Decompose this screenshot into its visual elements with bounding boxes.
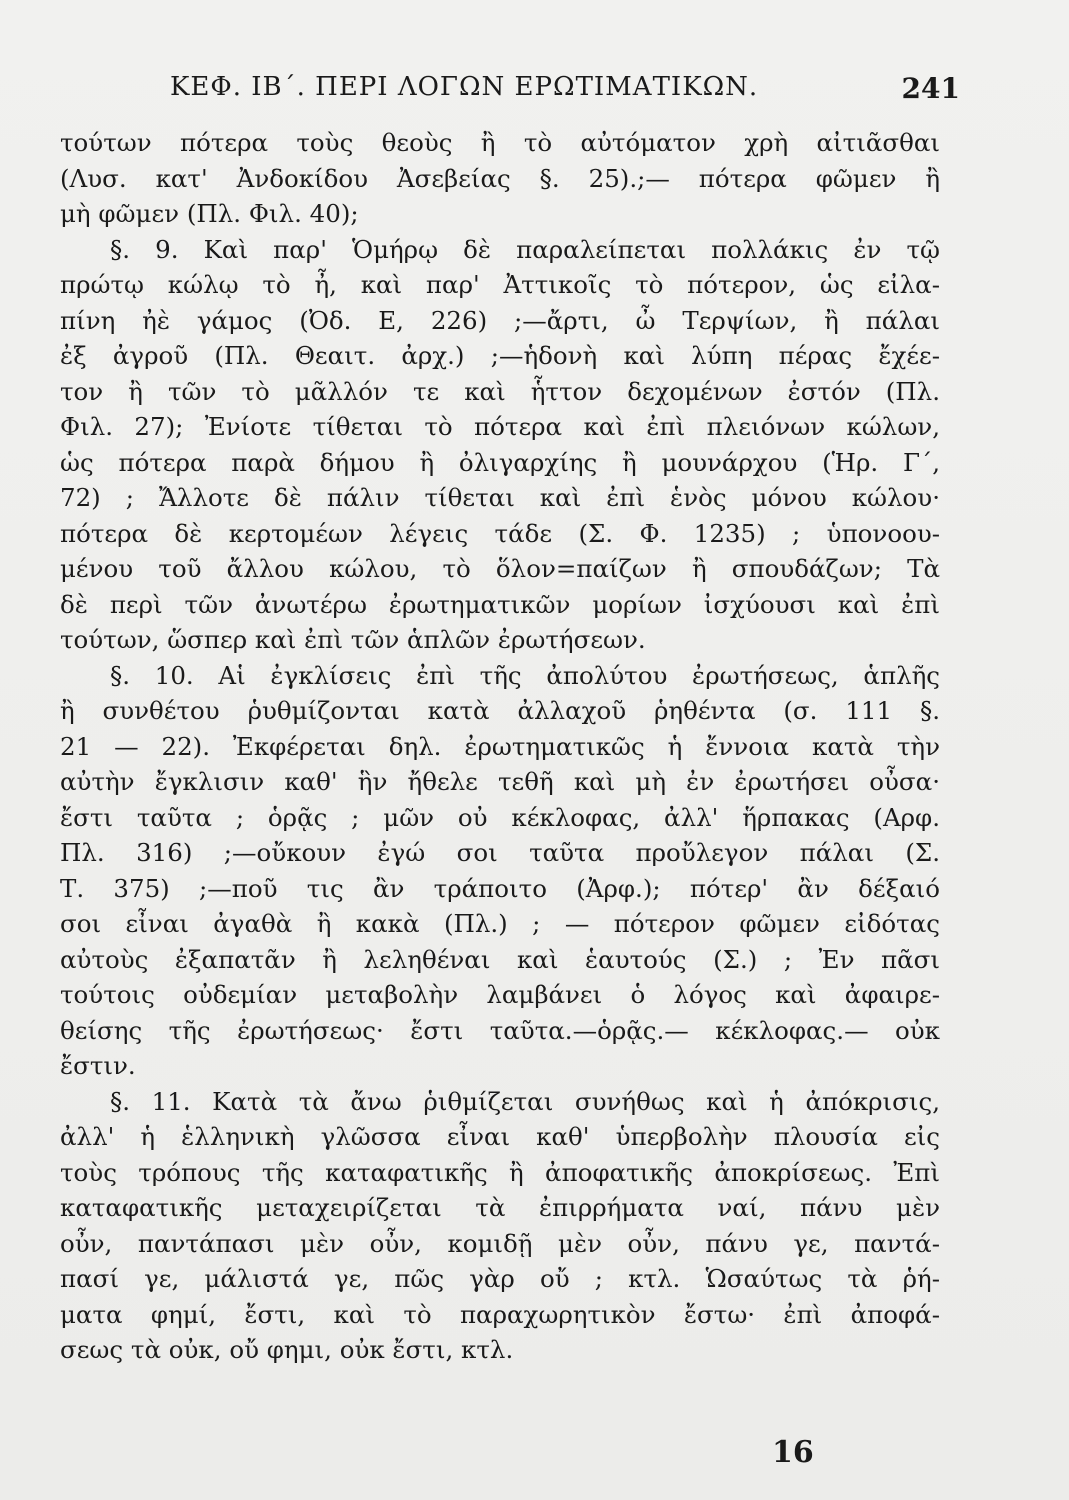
text-line: τούτων, ὥσπερ καὶ ἐπὶ τῶν ἁπλῶν ἐρωτήσεων. xyxy=(60,625,646,654)
text-line: τούτων πότερα τοὺς θεοὺς ἢ τὸ αὐτόματον χρὴ αἰτιᾶσθαι xyxy=(60,128,940,157)
text-line: ἔστι ταῦτα ; ὁρᾷς ; μῶν οὐ κέκλοφας, ἀλλ' ἥρπακας (Αρφ. xyxy=(60,802,940,832)
text-line: οὖν, παντάπασι μὲν οὖν, κομιδῇ μὲν οὖν, πάνυ γε, παντά- xyxy=(60,1228,940,1258)
section-9-line: §. 9. Καὶ παρ' Ὁμήρῳ δὲ παραλείπεται πολλάκις ἐν τῷ xyxy=(110,234,940,264)
text-line: ἔστιν. xyxy=(60,1051,136,1080)
chapter-title: ΚΕΦ. ΙΒ΄. ΠΕΡΙ ΛΟΓΩΝ ΕΡΩΤΙΜΑΤΙΚΩΝ. xyxy=(170,72,759,102)
text-line: 21 — 22). Ἐκφέρεται δηλ. ἐρωτηματικῶς ἡ ἔννοια κατὰ τὴν xyxy=(60,731,940,761)
section-10-line: §. 10. Αἱ ἐγκλίσεις ἐπὶ τῆς ἀπολύτου ἐρωτήσεως, ἁπλῆς xyxy=(110,660,940,690)
text-line: αὐτὴν ἔγκλισιν καθ' ἣν ἤθελε τεθῆ καὶ μὴ ἐν ἐρωτήσει οὖσα· xyxy=(60,767,940,796)
text-line: Τ. 375) ;—ποῦ τις ἂν τράποιτο (Ἀρφ.); πότερ' ἂν δέξαιό xyxy=(60,873,940,903)
text-line: σεως τὰ οὐκ, οὔ φημι, οὐκ ἔστι, κτλ. xyxy=(60,1335,514,1364)
text-line: ἢ συνθέτου ῥυθμίζονται κατὰ ἀλλαχοῦ ῥηθέντα (σ. 111 §. xyxy=(60,696,940,725)
text-line: δὲ περὶ τῶν ἀνωτέρω ἐρωτηματικῶν μορίων ἰσχύουσι καὶ ἐπὶ xyxy=(60,589,940,619)
section-11-line: §. 11. Κατὰ τὰ ἄνω ῥιθμίζεται συνήθως καὶ ἡ ἀπόκρισις, xyxy=(110,1086,940,1116)
text-line: τοὺς τρόπους τῆς καταφατικῆς ἢ ἀποφατικῆς ἀποκρίσεως. Ἐπὶ xyxy=(60,1157,940,1187)
text-line: πασί γε, μάλιστά γε, πῶς γὰρ οὔ ; κτλ. Ὡσαύτως τὰ ῥή- xyxy=(60,1264,940,1293)
text-line: καταφατικῆς μεταχειρίζεται τὰ ἐπιρρήματα ναί, πάνυ μὲν xyxy=(60,1193,940,1222)
text-line: (Λυσ. κατ' Ἀνδοκίδου Ἀσεβείας §. 25).;— πότερα φῶμεν ἢ xyxy=(60,163,940,193)
text-line: ἐξ ἀγροῦ (Πλ. Θεαιτ. ἀρχ.) ;—ἡδονὴ καὶ λύπη πέρας ἔχέε- xyxy=(60,341,940,370)
text-line: αὐτοὺς ἐξαπατᾶν ἢ λεληθέναι καὶ ἑαυτούς (Σ.) ; Ἐν πᾶσι xyxy=(60,944,940,974)
text-line: 72) ; Ἄλλοτε δὲ πάλιν τίθεται καὶ ἐπὶ ἑνὸς μόνου κώλου· xyxy=(60,483,940,512)
signature-mark: 16 xyxy=(772,1435,814,1470)
text-line: μὴ φῶμεν (Πλ. Φιλ. 40); xyxy=(60,199,359,228)
text-line: Πλ. 316) ;—οὔκουν ἐγώ σοι ταῦτα προὔλεγον πάλαι (Σ. xyxy=(60,838,940,867)
text-line: θείσης τῆς ἐρωτήσεως· ἔστι ταῦτα.—ὁρᾷς.— κέκλοφας.— οὐκ xyxy=(60,1015,940,1045)
text-line: πίνη ἠὲ γάμος (Ὀδ. Ε, 226) ;—ἄρτι, ὦ Τερψίων, ἢ πάλαι xyxy=(60,305,940,335)
text-line: ματα φημί, ἔστι, καὶ τὸ παραχωρητικὸν ἔστω· ἐπὶ ἀποφά- xyxy=(60,1299,940,1329)
text-line: πρώτῳ κώλῳ τὸ ἦ, καὶ παρ' Ἀττικοῖς τὸ πότερον, ὡς εἰλα- xyxy=(60,270,940,299)
text-line: ὡς πότερα παρὰ δήμου ἢ ὀλιγαρχίης ἢ μουνάρχου (Ἡρ. Γ΄, xyxy=(60,447,940,477)
text-line: πότερα δὲ κερτομέων λέγεις τάδε (Σ. Φ. 1235) ; ὑπονοου- xyxy=(60,518,940,548)
text-line: Φιλ. 27); Ἐνίοτε τίθεται τὸ πότερα καὶ ἐπὶ πλειόνων κώλων, xyxy=(60,412,940,441)
text-line: ἀλλ' ἡ ἑλληνικὴ γλῶσσα εἶναι καθ' ὑπερβολὴν πλουσία εἰς xyxy=(60,1122,940,1151)
text-line: σοι εἶναι ἀγαθὰ ἢ κακὰ (Πλ.) ; — πότερον φῶμεν εἰδότας xyxy=(60,909,940,938)
text-line: μένου τοῦ ἄλλου κώλου, τὸ ὅλον=παίζων ἢ σπουδάζων; Τὰ xyxy=(60,554,940,583)
page-number: 241 xyxy=(901,72,960,105)
body-text xyxy=(60,125,940,1368)
running-header xyxy=(170,72,960,112)
text-line: τον ἢ τῶν τὸ μᾶλλόν τε καὶ ἧττον δεχομένων ἐστόν (Πλ. xyxy=(60,376,940,406)
text-line: τούτοις οὐδεμίαν μεταβολὴν λαμβάνει ὁ λόγος καὶ ἀφαιρε- xyxy=(60,980,940,1009)
